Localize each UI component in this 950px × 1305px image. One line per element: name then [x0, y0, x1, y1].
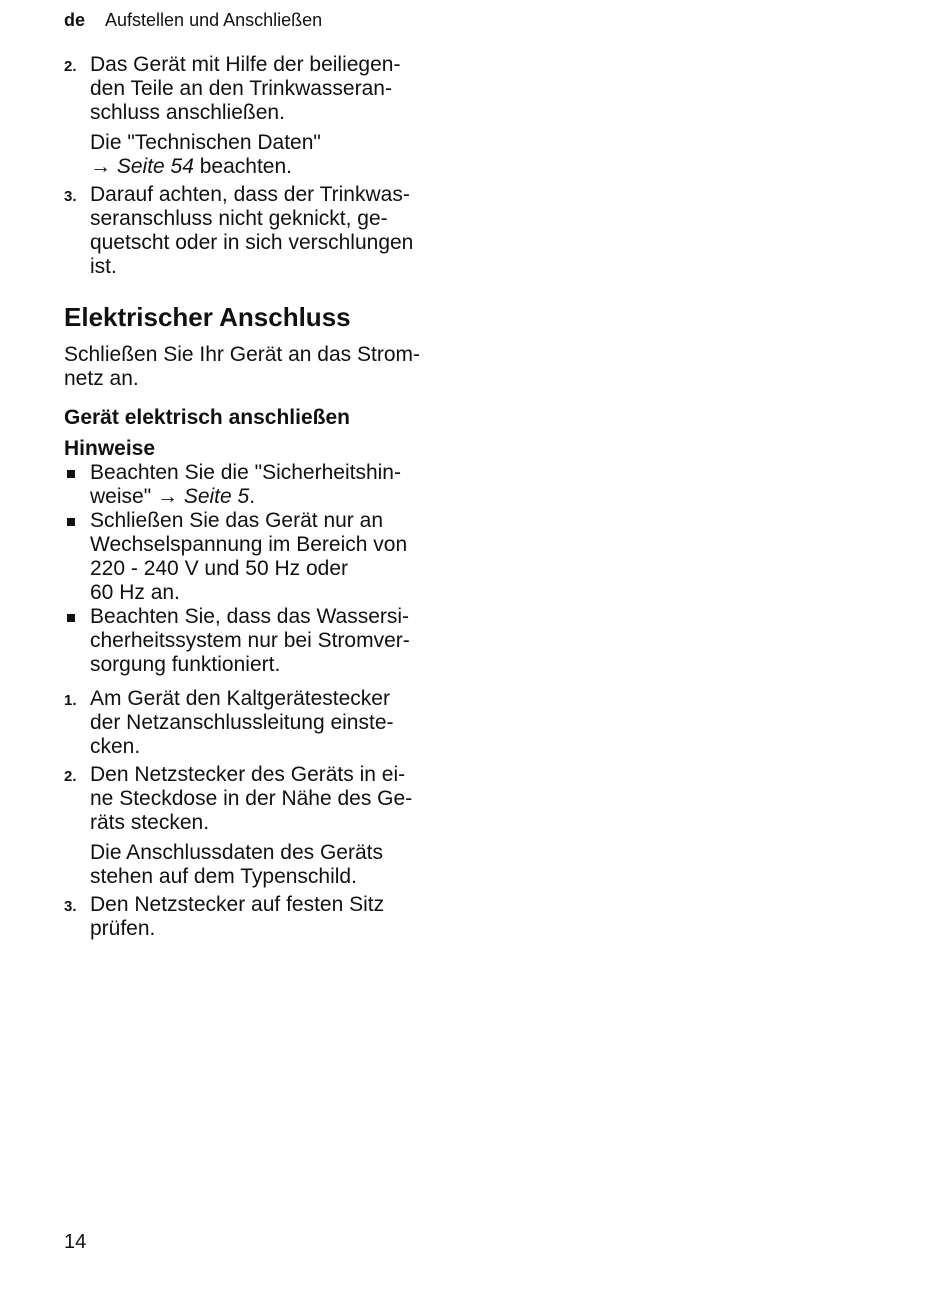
note-line: 220 - 240 V und 50 Hz oder [90, 557, 349, 580]
step-text-line: Darauf achten, dass der Trinkwas- [90, 183, 410, 206]
page-header [64, 8, 322, 32]
note-line: Beachten Sie die "Sicherheitshin- [90, 461, 401, 484]
note-line: sorgung funktioniert. [90, 653, 281, 676]
note-item [64, 605, 464, 677]
step-item [64, 893, 464, 941]
step-text-line: cken. [90, 735, 141, 758]
step-text-line: Den Netzstecker auf festen Sitz [90, 893, 385, 916]
step-note [90, 131, 464, 179]
bullet-icon [67, 518, 75, 526]
intro-line: Schließen Sie Ihr Gerät an das Strom- [64, 343, 420, 366]
step-text-line: räts stecken. [90, 811, 210, 834]
step-note-line: Die Anschlussdaten des Geräts [90, 841, 383, 864]
note-line [90, 485, 464, 509]
step-number: 3. [64, 898, 77, 915]
step-note-tail: beachten. [193, 155, 292, 178]
section-heading: Elektrischer Anschluss [64, 302, 351, 332]
page-reference-link[interactable]: Seite 5 [183, 485, 250, 508]
note-text: weise" → [90, 485, 184, 508]
step-text-line: ist. [90, 255, 117, 278]
step-number: 3. [64, 188, 77, 205]
step-note-line: stehen auf dem Typenschild. [90, 865, 357, 888]
step-text-line: schluss anschließen. [90, 101, 285, 124]
main-content [64, 53, 464, 941]
step-note [90, 841, 464, 889]
step-text-line: ne Steckdose in der Nähe des Ge- [90, 787, 413, 810]
step-text-line: Das Gerät mit Hilfe der beiliegen- [90, 53, 401, 76]
step-item [64, 53, 464, 179]
note-line: Beachten Sie, dass das Wassersi- [90, 605, 410, 628]
step-number: 2. [64, 768, 77, 785]
step-number: 2. [64, 58, 77, 75]
step-text-line: der Netzanschlussleitung einste- [90, 711, 394, 734]
step-text-line: prüfen. [90, 917, 156, 940]
step-note-line [90, 155, 464, 179]
bullet-icon [67, 470, 75, 478]
step-text-line: Am Gerät den Kaltgerätestecker [90, 687, 390, 710]
note-line: Wechselspannung im Bereich von [90, 533, 408, 556]
bullet-icon [67, 614, 75, 622]
note-item [64, 509, 464, 605]
note-line: Schließen Sie das Gerät nur an [90, 509, 383, 532]
step-number: 1. [64, 692, 77, 709]
step-text-line: quetscht oder in sich verschlungen [90, 231, 414, 254]
step-item [64, 763, 464, 889]
step-item [64, 687, 464, 759]
notes-heading: Hinweise [64, 437, 156, 460]
step-text-line: Den Netzstecker des Geräts in ei- [90, 763, 406, 786]
note-line: 60 Hz an. [90, 581, 180, 604]
language-code: de [64, 10, 86, 30]
subsection-heading: Gerät elektrisch anschließen [64, 406, 350, 429]
note-item [64, 461, 464, 509]
section-title-header: Aufstellen und Anschließen [105, 10, 323, 30]
step-text-line: den Teile an den Trinkwasseran- [90, 77, 392, 100]
page-reference-link[interactable]: Seite 54 [116, 155, 194, 178]
note-text: . [249, 485, 256, 508]
step-text-line: seranschluss nicht geknickt, ge- [90, 207, 388, 230]
intro-paragraph [64, 343, 464, 391]
step-note-line: Die "Technischen Daten" [90, 131, 321, 154]
step-item [64, 183, 464, 279]
arrow-icon: → [90, 155, 111, 178]
note-line: cherheitssystem nur bei Stromver- [90, 629, 410, 652]
intro-line: netz an. [64, 367, 139, 390]
page-number: 14 [64, 1231, 87, 1253]
